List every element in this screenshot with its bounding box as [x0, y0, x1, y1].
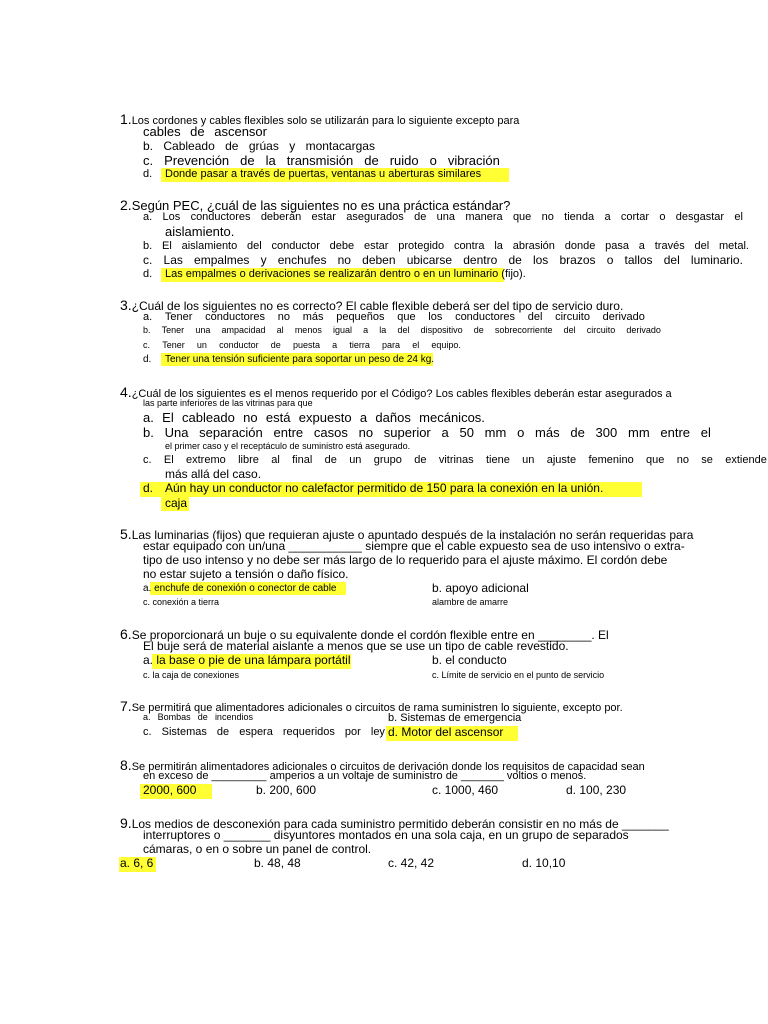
q6-option-c: c. la caja de conexiones — [143, 670, 240, 680]
word: vibración — [447, 153, 500, 168]
word: El — [162, 240, 172, 252]
word: de — [190, 124, 205, 139]
word: por — [344, 726, 361, 738]
word: tiene — [485, 454, 510, 466]
word: final — [292, 454, 313, 466]
word: no — [243, 410, 258, 425]
word: Tener — [162, 340, 185, 350]
word: Tener — [164, 311, 193, 323]
q6-option-b: b. el conducto — [432, 653, 507, 667]
word: el — [412, 340, 420, 350]
word: de — [225, 139, 239, 153]
word: cortar — [620, 211, 650, 223]
q2-stem: 2.Según PEC, ¿cuál de las siguientes no es una práctica estándar? — [120, 197, 511, 213]
word: del — [663, 253, 680, 267]
word: la — [494, 240, 503, 252]
q9-option-b: b. 48, 48 — [254, 856, 301, 870]
word: Cableado — [163, 139, 215, 153]
q5-line-3: tipo de uso intenso y no debe ser más largo de lo requerido para el ajuste máximo. El cordón debe — [143, 553, 668, 567]
word: se — [701, 454, 713, 466]
word: enchufes — [277, 253, 327, 267]
word: circuito — [555, 311, 590, 323]
q2-option-a — [143, 211, 743, 224]
word: c. — [143, 340, 151, 350]
word: que — [512, 211, 532, 223]
word: ruido — [389, 153, 419, 168]
word: no — [277, 311, 291, 323]
word: contra — [453, 240, 485, 252]
word: cableado — [182, 410, 235, 425]
word: b. — [143, 425, 154, 440]
q9-line-3: cámaras, o en o sobre un panel de control. — [143, 842, 372, 856]
q8-stem: 8.Se permitirán alimentadores adicionales o circuitos de derivación donde los requisitos de capacidad sean — [120, 757, 645, 773]
q2-option-a-cont: aislamiento. — [165, 224, 235, 239]
word: de — [508, 253, 522, 267]
word: o — [606, 253, 614, 267]
q3-option-a — [143, 311, 645, 324]
word: de — [473, 325, 484, 335]
word: que — [397, 311, 416, 323]
word: derivado — [626, 325, 661, 335]
word: tierra — [349, 340, 370, 350]
word: Los — [162, 211, 181, 223]
word: a. — [143, 712, 151, 722]
word: del — [563, 325, 576, 335]
word: no — [358, 425, 374, 440]
word: los — [428, 311, 443, 323]
word: daños — [375, 410, 411, 425]
word: equipo. — [431, 340, 461, 350]
q3-option-d: d. Tener una tensión suficiente para soportar un peso de 24 kg. — [143, 354, 435, 365]
word: a. — [143, 211, 153, 223]
word: de — [414, 211, 427, 223]
word: puesta — [292, 340, 320, 350]
q8-line-2: en exceso de _________ amperios a un voltaje de suministro de _______ voltios o menos. — [143, 770, 587, 782]
q7-stem: 7.Se permitirá que alimentadores adicionales o circuitos de rama suministren lo siguiente, excepto por. — [120, 698, 623, 714]
word: ascensor — [214, 124, 267, 139]
q1-option-b — [143, 140, 375, 154]
word: ubicarse — [406, 253, 453, 267]
q5-option-c: c. conexión a tierra — [143, 597, 220, 607]
word: el — [700, 425, 711, 440]
word: a. — [143, 311, 153, 323]
q6-line-2: El buje será de material aislante a menos que se use un tipo de cable revestido. — [143, 639, 569, 653]
word: a — [604, 211, 611, 223]
word: menos — [294, 325, 322, 335]
word: de — [570, 425, 585, 440]
q9-option-c: c. 42, 42 — [388, 856, 435, 870]
word: tallos — [624, 253, 653, 267]
q6-option-d: c. Límite de servicio en el punto de servicio — [432, 670, 605, 680]
word: ampacidad — [221, 325, 266, 335]
word: El — [162, 410, 174, 425]
word: mecánicos. — [419, 410, 485, 425]
word: protegido — [398, 240, 445, 252]
word: 50 — [459, 425, 474, 440]
word: donde — [564, 240, 596, 252]
word: c. — [143, 253, 153, 267]
word: tienda — [564, 211, 595, 223]
q3-number: 3. — [120, 297, 132, 313]
word: una — [195, 325, 211, 335]
word: del — [527, 311, 543, 323]
word: no — [541, 211, 554, 223]
word: más — [535, 425, 560, 440]
q4-option-c-cont: más allá del caso. — [165, 467, 262, 481]
q9-number: 9. — [120, 815, 132, 831]
q4-option-c — [143, 454, 767, 467]
word: deben — [362, 253, 396, 267]
q4-option-d: d. Aún hay un conductor no calefactor permitido de 150 para la conexión en la unión. — [143, 481, 604, 495]
word: manera — [465, 211, 503, 223]
word: pequeños — [336, 311, 385, 323]
word: del — [247, 240, 262, 252]
word: a — [332, 340, 338, 350]
word: asegurados — [346, 211, 404, 223]
word: cables — [143, 124, 181, 139]
word: b. — [143, 240, 153, 252]
word: espera — [239, 726, 273, 738]
word: entre — [660, 425, 691, 440]
word: transmisión — [286, 153, 354, 168]
q4-option-b-cont: el primer caso y el receptáculo de suministro está asegurado. — [165, 441, 411, 451]
word: sobrecorriente — [494, 325, 553, 335]
q1-option-c — [143, 154, 500, 169]
word: incendios — [214, 712, 253, 722]
word: circuito — [586, 325, 616, 335]
q4-number: 4. — [120, 384, 132, 400]
word: a. — [143, 410, 154, 425]
word: estar — [311, 211, 336, 223]
q8-option-c: c. 1000, 460 — [432, 783, 499, 797]
word: una — [436, 211, 456, 223]
q1-stem: 1.Los cordones y cables flexibles solo se utilizarán para lo siguiente excepto para — [120, 111, 520, 127]
word: superior — [383, 425, 431, 440]
word: extremo — [186, 454, 226, 466]
word: al — [276, 325, 284, 335]
q9-line-2: interruptores o _______ disyuntores montados en una sola caja, en un grupo de separados — [143, 828, 629, 842]
word: a — [441, 425, 449, 440]
word: Prevención — [164, 153, 230, 168]
q1-stem-cont — [143, 125, 267, 140]
word: femenino — [588, 454, 634, 466]
q8-option-b: b. 200, 600 — [256, 783, 317, 797]
word: o — [659, 211, 666, 223]
word: través — [654, 240, 685, 252]
q8-option-d: d. 100, 230 — [566, 783, 627, 797]
word: un — [196, 340, 207, 350]
word: o — [429, 153, 437, 168]
word: metal. — [719, 240, 749, 252]
q5-number: 5. — [120, 526, 132, 542]
word: de — [270, 340, 281, 350]
word: para — [382, 340, 401, 350]
word: c. — [143, 153, 154, 168]
word: extiende — [725, 454, 767, 466]
word: aislamiento — [181, 240, 238, 252]
word: deberán — [260, 211, 302, 223]
word: conductores — [190, 211, 251, 223]
word: dentro — [463, 253, 498, 267]
word: Las — [163, 253, 183, 267]
q9-option-a: a. 6, 6 — [120, 856, 154, 870]
word: derivado — [602, 311, 645, 323]
word: de — [197, 712, 208, 722]
q3-stem: 3.¿Cuál de los siguientes no es correcto? El cable flexible deberá ser del tipo de servicio duro. — [120, 297, 624, 313]
q8-number: 8. — [120, 757, 132, 773]
word: vitrinas — [438, 454, 474, 466]
word: de — [324, 454, 337, 466]
word: de — [240, 153, 255, 168]
word: Una — [164, 425, 189, 440]
word: separación — [199, 425, 263, 440]
q7-option-d: d. Motor del ascensor — [388, 725, 504, 739]
word: conductor — [219, 340, 259, 350]
q5-stem: 5.Las luminarias (fijos) que requieran ajuste o apuntado después de la instalación no serán requeridas para — [120, 526, 694, 542]
word: al — [271, 454, 280, 466]
word: conductor — [271, 240, 320, 252]
q5-line-4: no estar sujeto a tensión o daño físico. — [143, 567, 349, 581]
q6-stem: 6.Se proporcionará un buje o su equivalente donde el cordón flexible entre en ________. El — [120, 626, 609, 642]
word: no — [676, 454, 689, 466]
word: del — [694, 240, 710, 252]
word: b. — [143, 325, 151, 335]
word: estar — [363, 240, 389, 252]
word: el — [734, 211, 743, 223]
q4-option-d-cont: caja — [165, 496, 188, 510]
q7-number: 7. — [120, 698, 132, 714]
word: empalmes — [194, 253, 250, 267]
q5-option-b: b. apoyo adicional — [432, 581, 529, 595]
word: y — [289, 139, 296, 153]
word: de — [414, 454, 427, 466]
q5-option-d: alambre de amarre — [432, 597, 509, 607]
word: conductores — [455, 311, 515, 323]
word: mm — [627, 425, 650, 440]
word: un — [349, 454, 362, 466]
word: ley — [370, 726, 385, 738]
word: c. — [143, 454, 152, 466]
word: a — [638, 240, 645, 252]
q1-number: 1. — [120, 111, 132, 127]
word: grúas — [248, 139, 279, 153]
word: desgastar — [675, 211, 725, 223]
word: luminario. — [690, 253, 743, 267]
word: de — [364, 153, 379, 168]
word: Tener — [161, 325, 185, 335]
word: abrasión — [512, 240, 555, 252]
word: conductores — [205, 311, 266, 323]
word: grupo — [373, 454, 402, 466]
word: 300 — [595, 425, 618, 440]
q4-option-b — [143, 426, 711, 441]
q7-option-b: b. Sistemas de emergencia — [388, 712, 522, 724]
q4-stem-cont: las parte inferiores de las vitrinas para que — [143, 398, 313, 408]
word: y — [260, 253, 267, 267]
word: está — [265, 410, 291, 425]
word: pasa — [605, 240, 629, 252]
word: mm — [484, 425, 507, 440]
q7-option-c — [143, 726, 385, 739]
word: expuesto — [298, 410, 352, 425]
word: de — [216, 726, 230, 738]
q2-option-c — [143, 254, 743, 268]
word: a — [359, 410, 368, 425]
q2-option-d: d. Las empalmes o derivaciones se realizarán dentro o en un luminario (fijo). — [143, 268, 526, 280]
q7-option-a — [143, 712, 253, 722]
word: libre — [238, 454, 259, 466]
q5-option-a: a. enchufe de conexión o conector de cable — [143, 583, 337, 594]
word: más — [302, 311, 324, 323]
q5-line-2: estar equipado con un/una ___________ siempre que el cable expuesto sea de uso intensivo o extra- — [143, 539, 685, 553]
word: un — [522, 454, 535, 466]
q3-option-c — [143, 340, 461, 350]
q3-option-b — [143, 325, 661, 335]
q2-option-b — [143, 240, 749, 253]
word: entre — [273, 425, 304, 440]
word: debe — [329, 240, 355, 252]
word: Bombas — [157, 712, 191, 722]
q8-option-a: 2000, 600 — [143, 783, 197, 797]
word: El — [163, 454, 174, 466]
q1-option-d: d. Donde pasar a través de puertas, ventanas u aberturas similares — [143, 168, 482, 180]
word: los — [532, 253, 549, 267]
word: b. — [143, 139, 154, 153]
q2-number: 2. — [120, 197, 132, 213]
word: del — [397, 325, 410, 335]
word: brazos — [559, 253, 596, 267]
word: igual — [332, 325, 352, 335]
q9-stem: 9.Los medios de desconexión para cada suministro permitido deberán consistir en no más de _______ — [120, 815, 669, 831]
word: dispositivo — [420, 325, 463, 335]
word: ajuste — [546, 454, 577, 466]
word: a — [363, 325, 369, 335]
word: casos — [313, 425, 348, 440]
word: no — [337, 253, 351, 267]
word: o — [517, 425, 525, 440]
word: Sistemas — [161, 726, 207, 738]
word: la — [379, 325, 387, 335]
word: que — [646, 454, 665, 466]
q6-option-a: a. la base o pie de una lámpara portátil — [143, 653, 351, 667]
q9-option-d: d. 10,10 — [522, 856, 566, 870]
q4-option-a — [143, 411, 485, 426]
word: c. — [143, 726, 152, 738]
word: requeridos — [282, 726, 335, 738]
q6-number: 6. — [120, 626, 132, 642]
word: montacargas — [305, 139, 375, 153]
q4-stem: 4.¿Cuál de los siguientes es el menos requerido por el Código? Los cables flexibles deberán estar asegurados a — [120, 384, 672, 400]
word: la — [265, 153, 276, 168]
